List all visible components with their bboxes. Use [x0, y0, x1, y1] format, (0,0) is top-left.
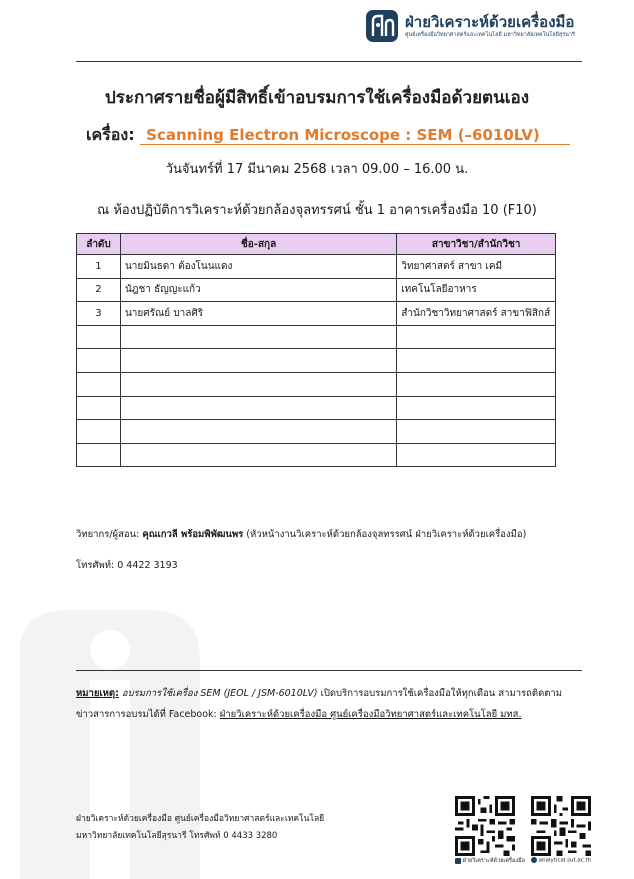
- facebook-link[interactable]: ฝ่ายวิเคราะห์ด้วยเครื่องมือ ศูนย์เครื่องมือวิทยาศาสตร์และเทคโนโลยี มทส.: [219, 709, 522, 720]
- table-row: [77, 255, 556, 279]
- note-divider: [76, 670, 582, 671]
- facebook-qr-label: ฝ่ายวิเคราะห์ด้วยเครื่องมือ: [462, 858, 525, 864]
- table-row: [77, 396, 556, 420]
- cell-no: 2: [77, 278, 121, 302]
- instructor-role: (หัวหน้างานวิเคราะห์ด้วยกล้องจุลทรรศน์ ฝ่ายวิเคราะห์ด้วยเครื่องมือ): [243, 529, 527, 540]
- cell-dept: [397, 349, 556, 373]
- cell-dept: [397, 443, 556, 467]
- note-block: [76, 683, 591, 725]
- cell-name: [120, 349, 396, 373]
- cell-dept: [397, 420, 556, 444]
- cell-dept: [397, 372, 556, 396]
- cell-dept: วิทยาศาสตร์ สาขา เคมี: [397, 255, 556, 279]
- cell-name: [120, 325, 396, 349]
- cell-name: [120, 372, 396, 396]
- footer-address: [76, 811, 324, 845]
- training-location: ณ ห้องปฏิบัติการวิเคราะห์ด้วยกล้องจุลทรรศน์ ชั้น 1 อาคารเครื่องมือ 10 (F10): [97, 203, 537, 218]
- cell-name: [120, 443, 396, 467]
- table-row: [77, 278, 556, 302]
- header-divider: [76, 61, 582, 62]
- cell-no: [77, 325, 121, 349]
- page-title: ประกาศรายชื่อผู้มีสิทธิ์เข้าอบรมการใช้เครื่องมือด้วยตนเอง: [104, 88, 530, 108]
- column-header-no: ลำดับ: [77, 234, 121, 255]
- cell-name: นัฎชา ธัญญะแก้ว: [120, 278, 396, 302]
- table-header-row: [77, 234, 556, 255]
- globe-icon: [531, 857, 537, 863]
- cell-no: [77, 420, 121, 444]
- cell-no: [77, 443, 121, 467]
- cell-no: [77, 372, 121, 396]
- table-row: [77, 349, 556, 373]
- table-row: [77, 325, 556, 349]
- machine-label: เครื่อง:: [86, 125, 135, 144]
- website-qr-label: analytical.sut.ac.th: [538, 857, 592, 864]
- note-italic: อบรมการใช้เครื่อง SEM (JEOL / JSM-6010LV): [118, 688, 321, 699]
- column-header-dept: สาขาวิชา/สำนักวิชา: [397, 234, 556, 255]
- website-qr-caption: [531, 857, 591, 864]
- cell-dept: เทคโนโลยีอาหาร: [397, 278, 556, 302]
- facebook-qr-caption: [455, 857, 525, 865]
- machine-value: Scanning Electron Microscope : SEM (–6010LV): [140, 126, 570, 145]
- table-row: [77, 420, 556, 444]
- footer-line-2: มหาวิทยาลัยเทคโนโลยีสุรนารี โทรศัพท์ 0 4433 3280: [76, 831, 278, 841]
- cell-name: นายศรัณย์ บาลศิริ: [120, 302, 396, 326]
- instructor-phone: โทรศัพท์: 0 4422 3193: [76, 560, 178, 571]
- org-subtitle: ศูนย์เครื่องมือวิทยาศาสตร์และเทคโนโลยี มหาวิทยาลัยเทคโนโลยีสุรนารี: [405, 32, 575, 38]
- facebook-qr-code[interactable]: [455, 796, 515, 856]
- facebook-icon: [455, 858, 461, 864]
- cell-no: 1: [77, 255, 121, 279]
- cell-dept: [397, 325, 556, 349]
- column-header-name: ชื่อ-สกุล: [120, 234, 396, 255]
- instructor-prefix: วิทยากร/ผู้สอน:: [76, 529, 143, 540]
- table-row: [77, 302, 556, 326]
- instructor-name: คุณเกวลี พร้อมพิพัฒนพร: [142, 529, 244, 540]
- table-row: [77, 443, 556, 467]
- table-row: [77, 372, 556, 396]
- instructor-contact: [76, 527, 526, 542]
- org-logo: [366, 10, 398, 42]
- website-qr-code[interactable]: [531, 796, 591, 856]
- cell-dept: สำนักวิชาวิทยาศาสตร์ สาขาฟิสิกส์: [397, 302, 556, 326]
- cell-no: 3: [77, 302, 121, 326]
- cell-no: [77, 396, 121, 420]
- roster-table: [76, 233, 556, 467]
- training-date: วันจันทร์ที่ 17 มีนาคม 2568 เวลา 09.00 – 16.00 น.: [165, 162, 469, 177]
- cell-name: นายมินธดา ต้องโนนแดง: [120, 255, 396, 279]
- note-text: เปิดบริการอบรมการใช้เครื่องมือให้ทุกเดือน สามารถติดตามข่าวสารการอบรมได้ที่ Facebook:: [76, 688, 563, 720]
- cell-dept: [397, 396, 556, 420]
- note-label: หมายเหตุ:: [76, 688, 119, 699]
- org-name: ฝ่ายวิเคราะห์ด้วยเครื่องมือ: [405, 13, 575, 31]
- cell-name: [120, 396, 396, 420]
- cell-no: [77, 349, 121, 373]
- footer-line-1: ฝ่ายวิเคราะห์ด้วยเครื่องมือ ศูนย์เครื่องมือวิทยาศาสตร์และเทคโนโลยี: [76, 814, 325, 824]
- cell-name: [120, 420, 396, 444]
- machine-row: [86, 123, 570, 148]
